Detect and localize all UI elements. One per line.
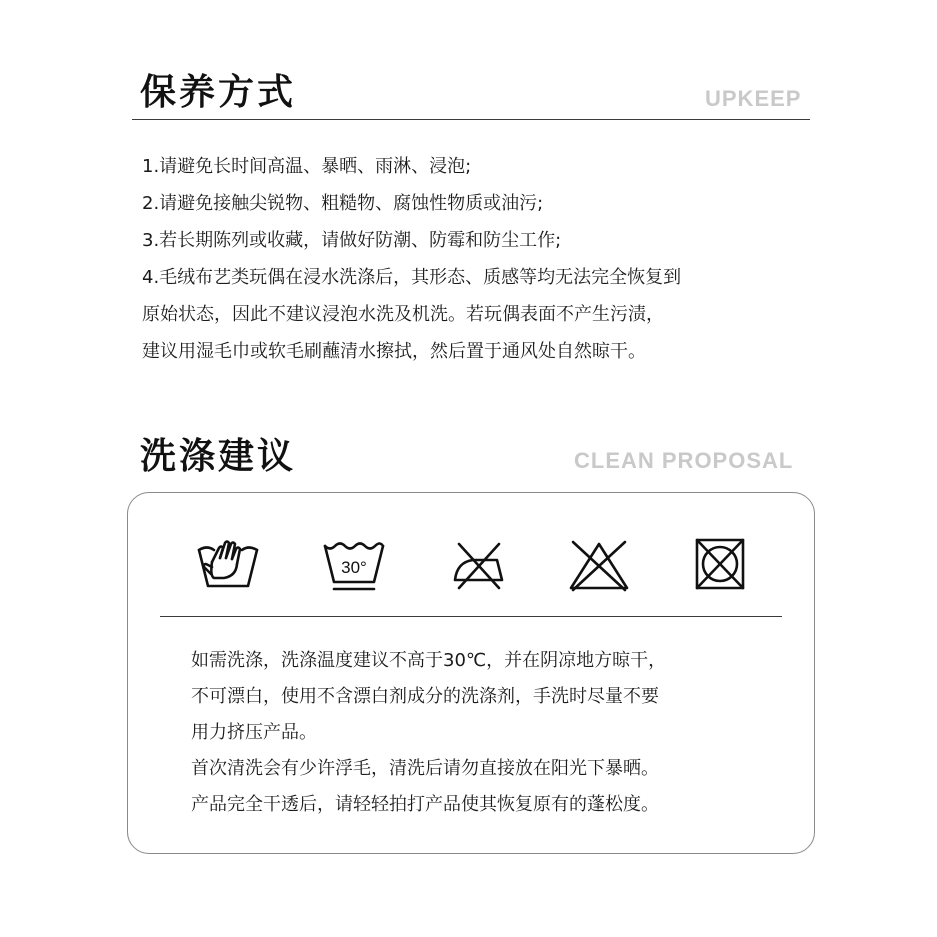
upkeep-item-3: 3.若长期陈列或收藏，请做好防潮、防霉和防尘工作; — [142, 230, 562, 251]
wash-advice-line: 不可漂白，使用不含漂白剂成分的洗涤剂，手洗时尽量不要 — [191, 686, 659, 707]
no-iron-icon — [447, 536, 511, 592]
upkeep-item-4-line: 建议用湿毛巾或软毛刷蘸清水擦拭，然后置于通风处自然晾干。 — [142, 341, 646, 362]
upkeep-title-en: UPKEEP — [705, 86, 802, 111]
wash-advice-line: 首次清洗会有少许浮毛，清洗后请勿直接放在阳光下暴晒。 — [191, 758, 659, 779]
wash-advice-line: 用力挤压产品。 — [191, 722, 317, 743]
upkeep-item-4-line: 原始状态，因此不建议浸泡水洗及机洗。若玩偶表面不产生污渍， — [142, 304, 664, 325]
clean-title: 洗涤建议 — [140, 435, 297, 477]
wash-advice-paragraph-1 — [191, 643, 791, 751]
wash-30-icon — [322, 536, 386, 592]
wash-advice-line: 如需洗涤，洗涤温度建议不高于30℃，并在阴凉地方晾干， — [191, 650, 667, 671]
upkeep-divider — [132, 119, 810, 120]
no-bleach-icon — [567, 536, 631, 592]
hand-wash-icon — [196, 536, 260, 592]
wash-advice-line: 产品完全干透后，请轻轻拍打产品使其恢复原有的蓬松度。 — [191, 794, 659, 815]
wash-temperature-label: 30° — [341, 558, 367, 577]
upkeep-item-2: 2.请避免接触尖锐物、粗糙物、腐蚀性物质或油污; — [142, 193, 544, 214]
wash-advice-paragraph-2 — [191, 751, 791, 823]
care-icons-row — [0, 536, 937, 596]
upkeep-title: 保养方式 — [140, 71, 297, 113]
upkeep-item-1: 1.请避免长时间高温、暴晒、雨淋、浸泡; — [142, 156, 472, 177]
upkeep-item-4-line: 4.毛绒布艺类玩偶在浸水洗涤后，其形态、质感等均无法完全恢复到 — [142, 267, 682, 288]
no-tumble-dry-icon — [688, 536, 752, 592]
clean-title-en: CLEAN PROPOSAL — [574, 448, 794, 473]
upkeep-list — [142, 148, 822, 370]
upkeep-item-4 — [142, 259, 822, 370]
wash-advice — [191, 643, 791, 823]
card-divider — [160, 616, 782, 617]
